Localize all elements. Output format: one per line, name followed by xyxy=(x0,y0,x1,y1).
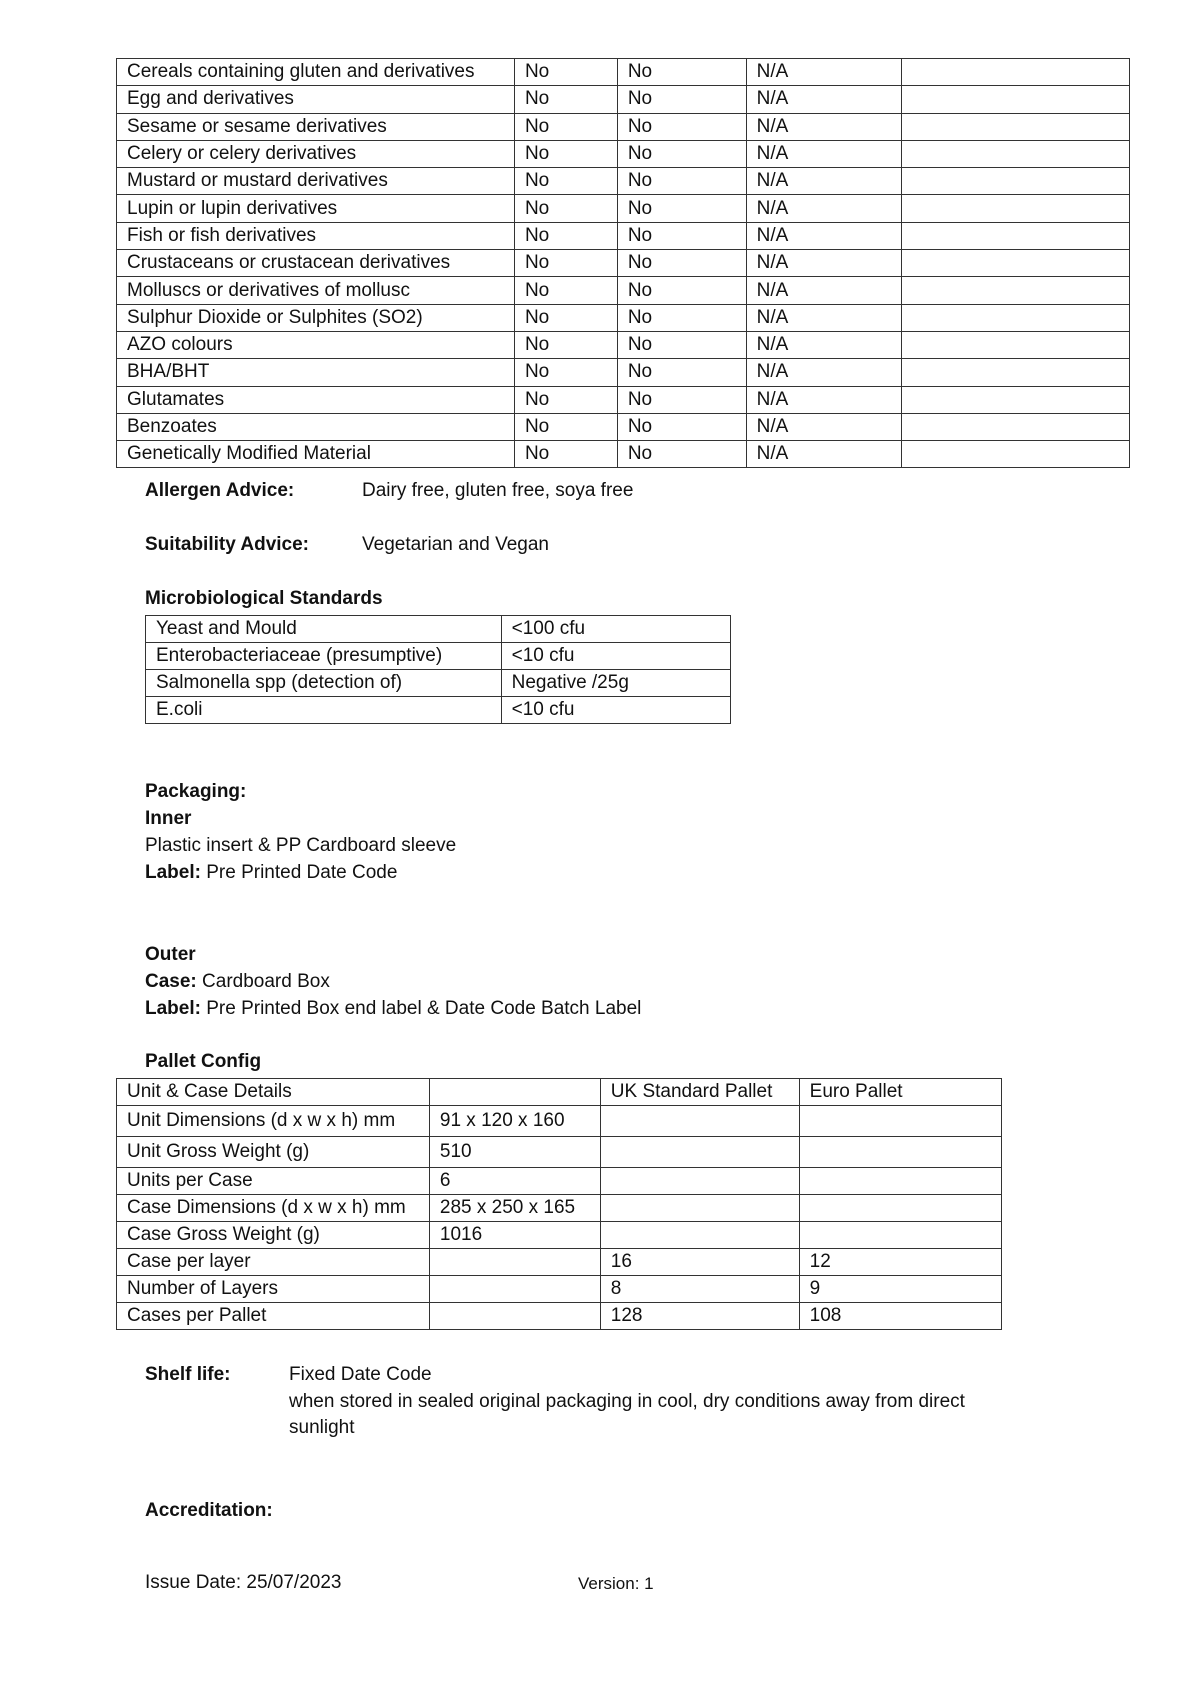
allergen-row-cell: No xyxy=(617,86,746,113)
allergen-row-cell: No xyxy=(514,250,617,277)
pallet-row-cell xyxy=(429,1249,600,1276)
pallet-row xyxy=(117,1222,1002,1249)
allergen-row-cell: No xyxy=(514,113,617,140)
pallet-row-cell: Unit Dimensions (d x w x h) mm xyxy=(117,1106,430,1137)
allergen-row xyxy=(117,195,1130,222)
inner-heading: Inner xyxy=(145,808,192,829)
allergen-row-cell xyxy=(902,304,1130,331)
allergen-row xyxy=(117,413,1130,440)
allergen-row-cell: No xyxy=(617,140,746,167)
allergen-row-cell xyxy=(902,168,1130,195)
shelf-life-line3: sunlight xyxy=(289,1417,355,1438)
allergen-row xyxy=(117,304,1130,331)
micro-row-cell: Enterobacteriaceae (presumptive) xyxy=(146,643,502,670)
pallet-row-cell xyxy=(799,1168,1001,1195)
pallet-row-cell xyxy=(799,1137,1001,1168)
allergen-row-cell: No xyxy=(617,195,746,222)
allergen-row-cell: No xyxy=(617,413,746,440)
allergen-row-cell: No xyxy=(514,386,617,413)
micro-row-cell: <10 cfu xyxy=(501,643,730,670)
pallet-row-cell: UK Standard Pallet xyxy=(600,1079,799,1106)
allergen-row xyxy=(117,331,1130,358)
allergen-row-cell: Crustaceans or crustacean derivatives xyxy=(117,250,515,277)
allergen-row xyxy=(117,59,1130,86)
pallet-row-cell: Units per Case xyxy=(117,1168,430,1195)
pallet-row-cell: 1016 xyxy=(429,1222,600,1249)
allergen-row-cell: No xyxy=(514,86,617,113)
allergen-row-cell xyxy=(902,386,1130,413)
inner-label-key: Label: xyxy=(145,862,201,883)
allergen-row-cell: N/A xyxy=(746,222,902,249)
shelf-life-line1: Fixed Date Code xyxy=(289,1364,432,1385)
allergen-row-cell: No xyxy=(617,59,746,86)
pallet-row-cell: Cases per Pallet xyxy=(117,1303,430,1330)
issue-date: Issue Date: 25/07/2023 xyxy=(145,1572,342,1593)
allergen-row-cell: No xyxy=(514,59,617,86)
micro-row-cell: <10 cfu xyxy=(501,697,730,724)
allergen-row-cell: N/A xyxy=(746,331,902,358)
micro-heading: Microbiological Standards xyxy=(145,588,383,609)
pallet-row-cell xyxy=(799,1106,1001,1137)
allergen-row-cell: No xyxy=(514,140,617,167)
pallet-row-cell: Case Dimensions (d x w x h) mm xyxy=(117,1195,430,1222)
allergen-row-cell: No xyxy=(617,113,746,140)
pallet-row-cell: Unit & Case Details xyxy=(117,1079,430,1106)
micro-row xyxy=(146,643,731,670)
pallet-row-cell xyxy=(600,1168,799,1195)
pallet-row-cell: 285 x 250 x 165 xyxy=(429,1195,600,1222)
pallet-row-cell xyxy=(429,1276,600,1303)
allergen-row-cell: No xyxy=(514,441,617,468)
outer-case-value: Cardboard Box xyxy=(196,971,330,992)
micro-row xyxy=(146,670,731,697)
allergen-row-cell: No xyxy=(617,250,746,277)
outer-heading: Outer xyxy=(145,944,196,965)
allergen-row-cell xyxy=(902,222,1130,249)
allergen-row xyxy=(117,86,1130,113)
allergen-row-cell: No xyxy=(617,359,746,386)
pallet-row-cell: 128 xyxy=(600,1303,799,1330)
allergen-row-cell: No xyxy=(514,168,617,195)
allergen-row-cell: Fish or fish derivatives xyxy=(117,222,515,249)
allergen-row-cell: No xyxy=(514,277,617,304)
micro-row-cell: Salmonella spp (detection of) xyxy=(146,670,502,697)
pallet-row-cell: Number of Layers xyxy=(117,1276,430,1303)
allergen-row-cell: Genetically Modified Material xyxy=(117,441,515,468)
allergen-row-cell: No xyxy=(617,277,746,304)
shelf-life-label: Shelf life: xyxy=(145,1364,231,1385)
allergen-table xyxy=(116,58,1130,468)
allergen-row xyxy=(117,277,1130,304)
micro-row-cell: Negative /25g xyxy=(501,670,730,697)
allergen-row-cell: No xyxy=(617,331,746,358)
allergen-row-cell: Celery or celery derivatives xyxy=(117,140,515,167)
inner-description: Plastic insert & PP Cardboard sleeve xyxy=(145,835,457,856)
allergen-row-cell: N/A xyxy=(746,277,902,304)
allergen-row-cell: Cereals containing gluten and derivatives xyxy=(117,59,515,86)
allergen-row-cell: Sesame or sesame derivatives xyxy=(117,113,515,140)
pallet-row-cell: 6 xyxy=(429,1168,600,1195)
pallet-row-cell: 8 xyxy=(600,1276,799,1303)
allergen-row-cell: Sulphur Dioxide or Sulphites (SO2) xyxy=(117,304,515,331)
pallet-row-cell: Unit Gross Weight (g) xyxy=(117,1137,430,1168)
suitability-advice-value: Vegetarian and Vegan xyxy=(362,534,550,555)
allergen-row-cell xyxy=(902,195,1130,222)
allergen-row-cell: No xyxy=(617,304,746,331)
pallet-row xyxy=(117,1249,1002,1276)
allergen-row-cell: Lupin or lupin derivatives xyxy=(117,195,515,222)
allergen-row-cell: No xyxy=(617,441,746,468)
allergen-row-cell: N/A xyxy=(746,386,902,413)
pallet-row xyxy=(117,1303,1002,1330)
pallet-row-cell: 12 xyxy=(799,1249,1001,1276)
allergen-row-cell: No xyxy=(514,304,617,331)
pallet-row-cell: Case Gross Weight (g) xyxy=(117,1222,430,1249)
allergen-row-cell xyxy=(902,140,1130,167)
allergen-row xyxy=(117,359,1130,386)
pallet-row-cell: Case per layer xyxy=(117,1249,430,1276)
micro-row-cell: E.coli xyxy=(146,697,502,724)
accreditation-label: Accreditation: xyxy=(145,1500,273,1521)
allergen-row-cell: N/A xyxy=(746,304,902,331)
pallet-heading: Pallet Config xyxy=(145,1051,262,1072)
allergen-row-cell xyxy=(902,59,1130,86)
pallet-row-cell xyxy=(429,1079,600,1106)
allergen-row-cell xyxy=(902,86,1130,113)
pallet-row-cell xyxy=(600,1106,799,1137)
allergen-row-cell xyxy=(902,441,1130,468)
pallet-row xyxy=(117,1276,1002,1303)
allergen-row-cell xyxy=(902,113,1130,140)
allergen-row-cell: N/A xyxy=(746,140,902,167)
pallet-row-cell: 9 xyxy=(799,1276,1001,1303)
outer-label-value: Pre Printed Box end label & Date Code Batch Label xyxy=(200,998,642,1019)
allergen-row-cell: No xyxy=(617,222,746,249)
pallet-config-table xyxy=(116,1078,1002,1330)
allergen-row-cell: Glutamates xyxy=(117,386,515,413)
pallet-row-cell: 510 xyxy=(429,1137,600,1168)
version: Version: 1 xyxy=(578,1574,654,1593)
allergen-row-cell: AZO colours xyxy=(117,331,515,358)
allergen-row-cell: BHA/BHT xyxy=(117,359,515,386)
allergen-advice-value: Dairy free, gluten free, soya free xyxy=(362,480,634,501)
allergen-row-cell xyxy=(902,359,1130,386)
allergen-row-cell: No xyxy=(617,168,746,195)
pallet-row-cell xyxy=(600,1137,799,1168)
allergen-row xyxy=(117,250,1130,277)
micro-row xyxy=(146,697,731,724)
allergen-row-cell: Mustard or mustard derivatives xyxy=(117,168,515,195)
allergen-row-cell: N/A xyxy=(746,359,902,386)
allergen-row-cell: N/A xyxy=(746,413,902,440)
allergen-row xyxy=(117,113,1130,140)
allergen-row-cell: No xyxy=(514,222,617,249)
allergen-row xyxy=(117,386,1130,413)
allergen-row-cell: No xyxy=(514,359,617,386)
pallet-row-cell: 16 xyxy=(600,1249,799,1276)
pallet-row-cell: 91 x 120 x 160 xyxy=(429,1106,600,1137)
allergen-row-cell: N/A xyxy=(746,86,902,113)
allergen-row xyxy=(117,222,1130,249)
allergen-row xyxy=(117,441,1130,468)
pallet-row xyxy=(117,1079,1002,1106)
pallet-row xyxy=(117,1168,1002,1195)
outer-label xyxy=(145,998,641,1020)
allergen-row-cell: N/A xyxy=(746,195,902,222)
pallet-row-cell xyxy=(799,1222,1001,1249)
allergen-row-cell: Egg and derivatives xyxy=(117,86,515,113)
allergen-advice xyxy=(145,480,294,502)
pallet-row-cell: 108 xyxy=(799,1303,1001,1330)
outer-case-key: Case: xyxy=(145,971,197,992)
allergen-row xyxy=(117,168,1130,195)
packaging-heading: Packaging: xyxy=(145,781,247,802)
outer-label-key: Label: xyxy=(145,998,201,1019)
allergen-row-cell xyxy=(902,277,1130,304)
pallet-row-cell xyxy=(799,1195,1001,1222)
pallet-row-cell: Euro Pallet xyxy=(799,1079,1001,1106)
allergen-row-cell: N/A xyxy=(746,250,902,277)
inner-label-value: Pre Printed Date Code xyxy=(200,862,398,883)
shelf-life-line2: when stored in sealed original packaging in cool, dry conditions away from direct xyxy=(289,1391,965,1412)
micro-table xyxy=(145,615,731,724)
allergen-row xyxy=(117,140,1130,167)
pallet-row xyxy=(117,1137,1002,1168)
allergen-row-cell: N/A xyxy=(746,441,902,468)
allergen-row-cell: Molluscs or derivatives of mollusc xyxy=(117,277,515,304)
allergen-row-cell: Benzoates xyxy=(117,413,515,440)
pallet-row xyxy=(117,1106,1002,1137)
allergen-row-cell xyxy=(902,250,1130,277)
allergen-row-cell: No xyxy=(514,331,617,358)
allergen-row-cell xyxy=(902,331,1130,358)
allergen-advice-label: Allergen Advice: xyxy=(145,480,295,501)
allergen-row-cell: N/A xyxy=(746,168,902,195)
allergen-row-cell xyxy=(902,413,1130,440)
micro-row-cell: <100 cfu xyxy=(501,616,730,643)
micro-row-cell: Yeast and Mould xyxy=(146,616,502,643)
pallet-row-cell xyxy=(600,1222,799,1249)
inner-label xyxy=(145,862,397,884)
pallet-row xyxy=(117,1195,1002,1222)
allergen-row-cell: No xyxy=(514,413,617,440)
pallet-row-cell xyxy=(429,1303,600,1330)
allergen-row-cell: No xyxy=(617,386,746,413)
micro-row xyxy=(146,616,731,643)
pallet-row-cell xyxy=(600,1195,799,1222)
allergen-row-cell: N/A xyxy=(746,59,902,86)
suitability-advice-label: Suitability Advice: xyxy=(145,534,309,555)
outer-case xyxy=(145,971,330,993)
allergen-row-cell: No xyxy=(514,195,617,222)
allergen-row-cell: N/A xyxy=(746,113,902,140)
